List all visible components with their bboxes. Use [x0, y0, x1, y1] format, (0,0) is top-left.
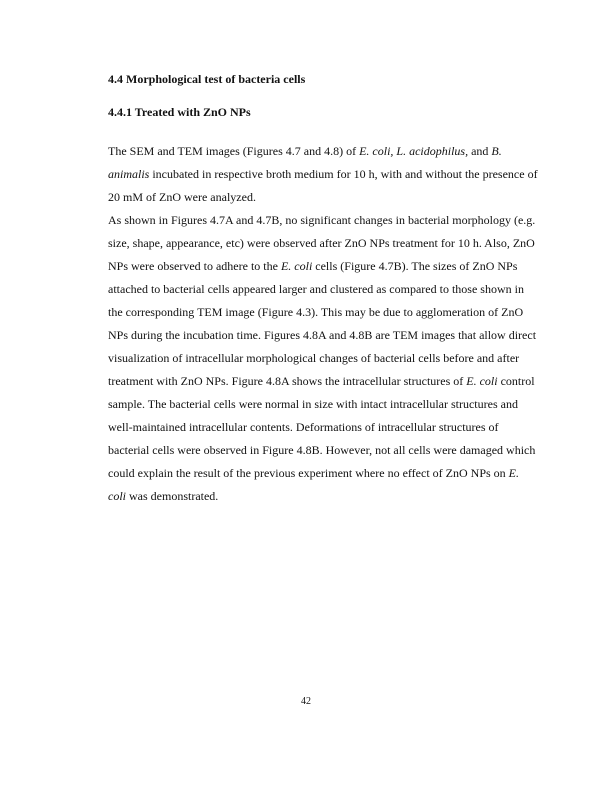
italic-text: E. [508, 466, 520, 480]
italic-text: E. coli [280, 259, 313, 273]
text-line [108, 259, 517, 273]
italic-text: coli [108, 489, 126, 503]
text-segment: and [468, 144, 492, 158]
text-line [108, 167, 538, 181]
page-number: 42 [301, 696, 311, 707]
text-segment: was demonstrated. [126, 489, 219, 503]
text-segment: attached to bacterial cells appeared larger and clustered as compared to those shown in [108, 282, 524, 296]
text-line [108, 282, 524, 296]
text-segment: As shown in Figures 4.7A and 4.7B, no significant changes in bacterial morphology (e.g. [108, 213, 536, 227]
italic-text: E. coli, L. acidophilus, [359, 144, 469, 158]
italic-text: B. [491, 144, 502, 158]
text-segment: well-maintained intracellular contents. Deformations of intracellular structures of [108, 420, 499, 434]
text-line [108, 305, 523, 319]
italic-text: E. coli [466, 374, 498, 388]
italic-text: animalis [108, 167, 150, 181]
text-line [108, 190, 256, 204]
text-line [108, 328, 536, 342]
subsection-heading: 4.4.1 Treated with ZnO NPs [108, 105, 251, 119]
text-segment: could explain the result of the previous experiment where no effect of ZnO NPs on [108, 466, 509, 480]
text-segment: cells (Figure 4.7B). The sizes of ZnO NPs [312, 259, 518, 273]
text-segment: NPs were observed to adhere to the [108, 259, 281, 273]
text-segment: The SEM and TEM images (Figures 4.7 and 4.8) of [108, 144, 360, 158]
text-line [108, 213, 535, 227]
text-line [108, 374, 535, 388]
text-segment: 20 mM of ZnO were analyzed. [108, 190, 256, 204]
text-line [108, 144, 502, 158]
text-segment: treatment with ZnO NPs. Figure 4.8A shows the intracellular structures of [108, 374, 467, 388]
text-line [108, 443, 535, 457]
text-line [108, 351, 519, 365]
text-line [108, 489, 218, 503]
text-line [108, 466, 519, 480]
text-line [108, 420, 499, 434]
text-segment: incubated in respective broth medium for 10 h, with and without the presence of [149, 167, 538, 181]
section-heading: 4.4 Morphological test of bacteria cells [108, 72, 306, 86]
text-segment: NPs during the incubation time. Figures 4.8A and 4.8B are TEM images that allow direct [108, 328, 537, 342]
text-segment: sample. The bacterial cells were normal in size with intact intracellular structures and [108, 397, 518, 411]
text-segment: the corresponding TEM image (Figure 4.3). This may be due to agglomeration of ZnO [108, 305, 524, 319]
text-line [108, 236, 535, 250]
text-segment: control [497, 374, 535, 388]
text-segment: size, shape, appearance, etc) were observed after ZnO NPs treatment for 10 h. Also, ZnO [108, 236, 535, 250]
text-line [108, 397, 518, 411]
text-segment: visualization of intracellular morphological changes of bacterial cells before and after [108, 351, 520, 365]
text-segment: bacterial cells were observed in Figure 4.8B. However, not all cells were damaged which [108, 443, 536, 457]
